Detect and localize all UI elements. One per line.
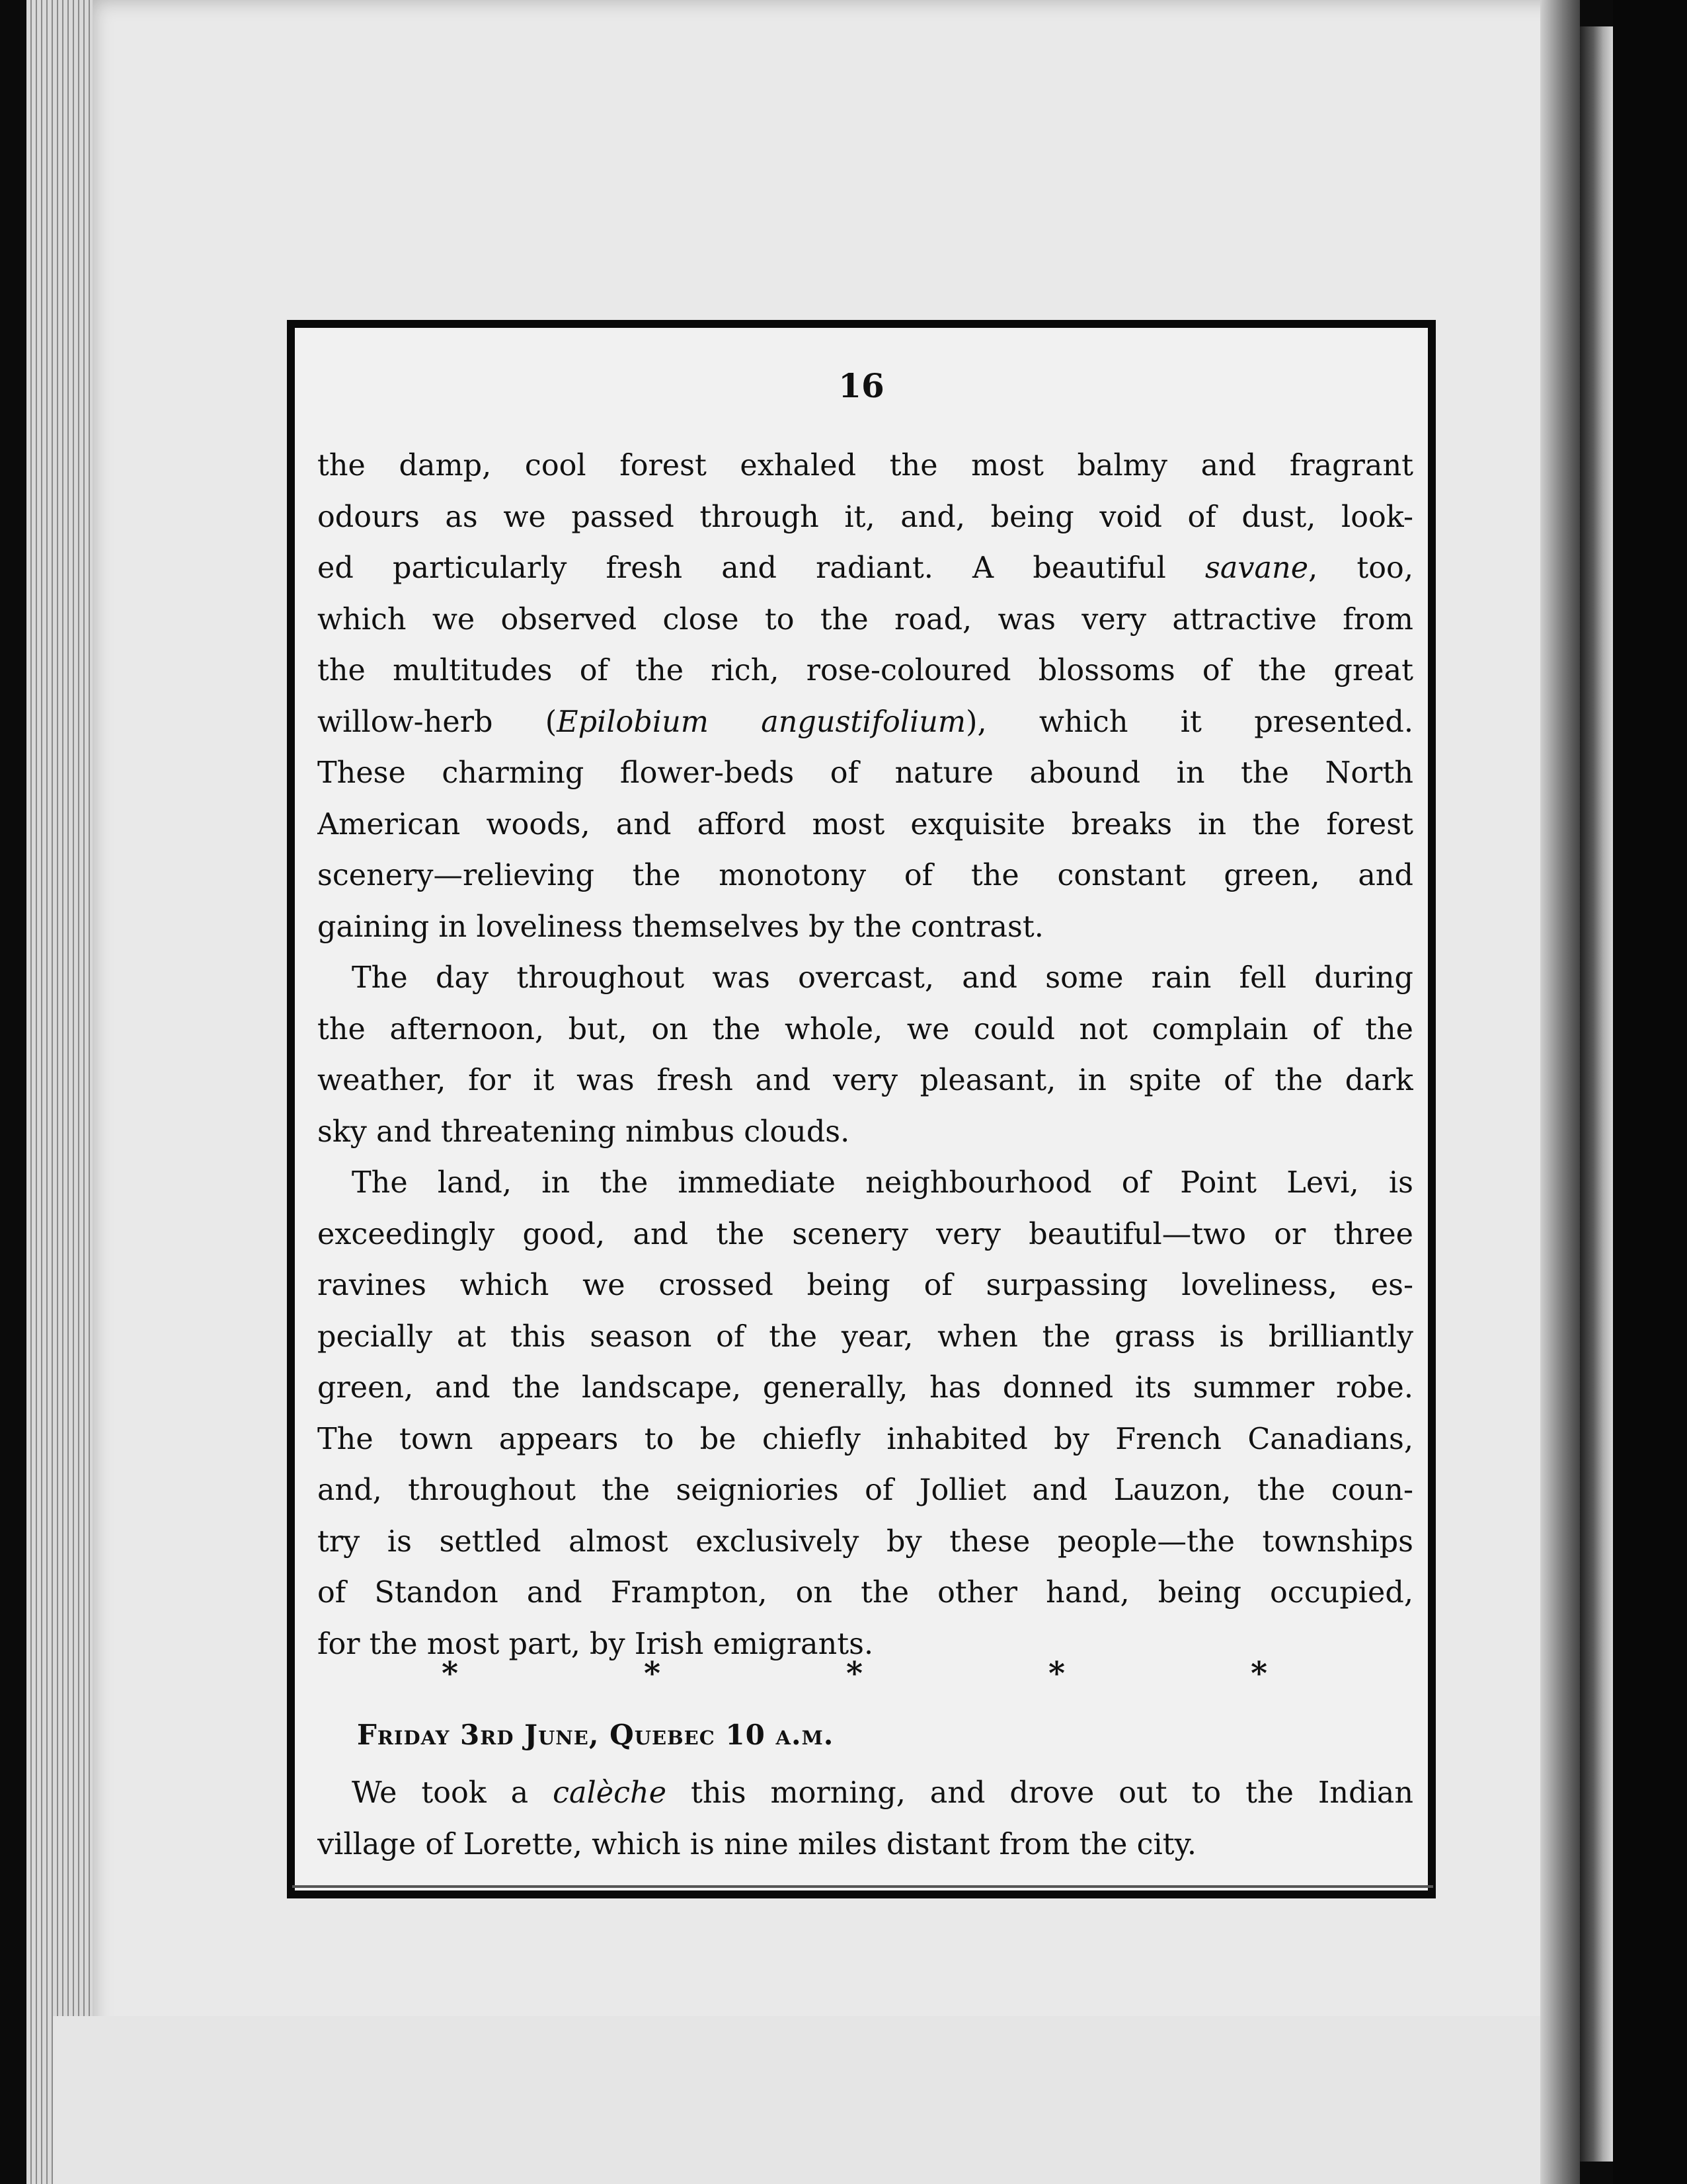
text-line: the afternoon, but, on the whole, we could not complain of the [317,1012,1413,1046]
text-line: for the most part, by Irish emigrants. [317,1627,874,1661]
closing-line: village of Lorette, which is nine miles distant from the city. [317,1827,1197,1861]
text-line: The day throughout was overcast, and some rain fell during [352,961,1413,995]
text-line: odours as we passed through it, and, being void of dust, look- [317,500,1413,534]
text-line: American woods, and afford most exquisite breaks in the forest [317,807,1413,841]
italic-term: savane [1205,551,1309,585]
text-line: try is settled almost exclusively by these people—the townships [317,1524,1413,1559]
section-separator [295,1655,1428,1695]
body-text [317,440,1413,1670]
text-line-epilobium: willow-herb (Epilobium angustifolium), which it presented. [317,705,1413,739]
text-line: ravines which we crossed being of surpassing loveliness, es- [317,1268,1413,1302]
italic-term: calèche [553,1776,667,1810]
asterisk: * [1251,1655,1268,1692]
italic-term: Epilobium angustifolium [557,705,966,739]
text-line: weather, for it was fresh and very pleasant, in spite of the dark [317,1064,1413,1097]
text-line: of Standon and Frampton, on the other hand, being occupied, [317,1576,1413,1610]
page-number: 16 [838,366,884,405]
text-line-savane: ed particularly fresh and radiant. A beautiful savane, too, [317,551,1413,585]
text-line: green, and the landscape, generally, has donned its summer robe. [317,1371,1413,1405]
asterisk: * [846,1655,863,1692]
text-line: The land, in the immediate neighbourhood of Point Levi, is [352,1166,1413,1200]
text-line: the multitudes of the rich, rose-coloured blossoms of the great [317,654,1413,687]
right-gutter [1540,0,1580,2184]
text-line: which we observed close to the road, was very attractive from [317,602,1413,637]
dateline-heading [357,1719,834,1751]
text-line: sky and threatening nimbus clouds. [317,1114,850,1149]
text-frame [287,320,1436,1898]
text-line: the damp, cool forest exhaled the most balmy and fragrant [317,449,1413,483]
scan-background [1613,0,1687,2184]
dateline-text: Friday 3rd June, Quebec 10 a.m. [357,1719,834,1751]
asterisk: * [644,1655,661,1692]
paper-bottom-edge [53,2016,1567,2184]
text-line: exceedingly good, and the scenery very beautiful—two or three [317,1217,1413,1251]
asterisk: * [442,1655,459,1692]
frame-bottom-rule [292,1885,1433,1888]
closing-text [317,1768,1413,1870]
text-line: and, throughout the seigniories of Jolliet and Lauzon, the coun- [317,1473,1413,1507]
book-right-edge [1580,26,1613,2162]
closing-line-caleche: We took a calèche this morning, and drove out to the Indian [352,1776,1413,1810]
text-line: pecially at this season of the year, when the grass is brilliantly [317,1319,1413,1354]
text-line: scenery—relieving the monotony of the constant green, and [317,859,1413,892]
text-line: These charming flower-beds of nature abound in the North [317,756,1413,790]
text-line: The town appears to be chiefly inhabited by French Canadians, [317,1422,1413,1456]
text-line: gaining in loveliness themselves by the contrast. [317,910,1044,944]
asterisk: * [1048,1655,1066,1692]
